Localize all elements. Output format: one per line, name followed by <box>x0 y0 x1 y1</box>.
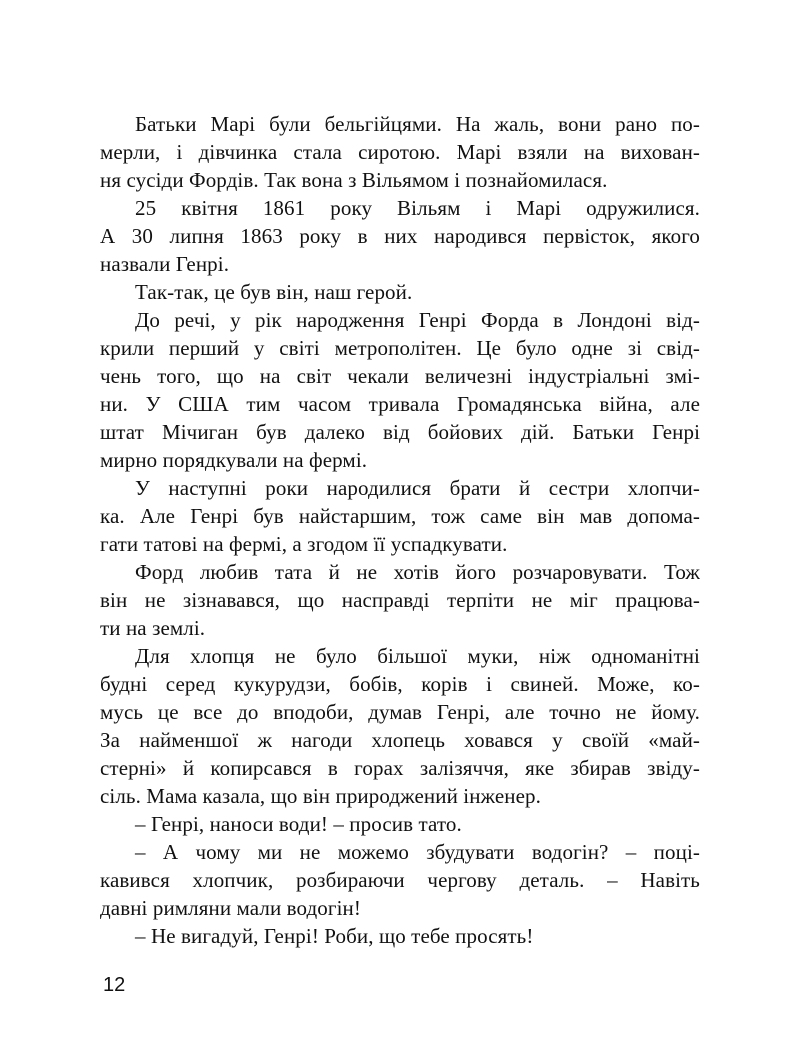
paragraph <box>100 194 700 278</box>
text-line: – Не вигадуй, Генрі! Роби, що тебе просять! <box>135 924 534 948</box>
paragraph <box>100 810 700 838</box>
text-line: За найменшої ж нагоди хлопець ховався у своїй «май- <box>100 728 700 752</box>
text-line: чень того, що на світ чекали величезні індустріальні змі- <box>100 364 700 388</box>
text-line: стерні» й копирсався в горах залізяччя, яке збирав звіду- <box>100 756 700 780</box>
text-line: А 30 липня 1863 року в них народився первісток, якого <box>100 224 700 248</box>
text-line: він не зізнавався, що насправді терпіти не міг працюва- <box>100 588 700 612</box>
page-number: 12 <box>103 974 126 996</box>
page-text <box>100 110 700 950</box>
text-line: Для хлопця не було більшої муки, ніж одноманітні <box>135 644 700 668</box>
text-line: мерли, і дівчинка стала сиротою. Марі взяли на вихован- <box>100 140 700 164</box>
text-line: будні серед кукурудзи, бобів, корів і свиней. Може, ко- <box>100 672 700 696</box>
text-line: – Генрі, наноси води! – просив тато. <box>135 812 462 836</box>
paragraph <box>100 110 700 194</box>
text-line: ка. Але Генрі був найстаршим, тож саме він мав допома- <box>100 504 700 528</box>
text-line: Так-так, це був він, наш герой. <box>135 280 413 304</box>
text-line: ни. У США тим часом тривала Громадянська війна, але <box>100 392 700 416</box>
text-line: мусь це все до вподоби, думав Генрі, але точно не йому. <box>100 700 700 724</box>
paragraph <box>100 558 700 642</box>
paragraph <box>100 838 700 922</box>
paragraph <box>100 922 700 950</box>
text-line: гати татові на фермі, а згодом її успадкувати. <box>100 532 508 556</box>
text-line: Батьки Марі були бельгійцями. На жаль, вони рано по- <box>135 112 700 136</box>
paragraph <box>100 474 700 558</box>
text-line: До речі, у рік народження Генрі Форда в Лондоні від- <box>135 308 700 332</box>
text-line: 25 квітня 1861 року Вільям і Марі одружилися. <box>135 196 700 220</box>
text-line: ня сусіди Фордів. Так вона з Вільямом і познайомилася. <box>100 168 608 192</box>
text-line: назвали Генрі. <box>100 252 230 276</box>
text-line: штат Мічиган був далеко від бойових дій. Батьки Генрі <box>100 420 700 444</box>
text-line: сіль. Мама казала, що він природжений інженер. <box>100 784 541 808</box>
text-line: Форд любив тата й не хотів його розчаровувати. Тож <box>135 560 700 584</box>
paragraph <box>100 306 700 474</box>
paragraph <box>100 278 700 306</box>
text-line: У наступні роки народилися брати й сестри хлопчи- <box>135 476 700 500</box>
text-line: ти на землі. <box>100 616 206 640</box>
text-line: – А чому ми не можемо збудувати водогін? – поці- <box>135 840 700 864</box>
text-line: давні римляни мали водогін! <box>100 896 361 920</box>
text-line: крили перший у світі метрополітен. Це було одне зі свід- <box>100 336 700 360</box>
text-line: мирно порядкували на фермі. <box>100 448 368 472</box>
paragraph <box>100 642 700 810</box>
text-line: кавився хлопчик, розбираючи чергову деталь. – Навіть <box>100 868 700 892</box>
